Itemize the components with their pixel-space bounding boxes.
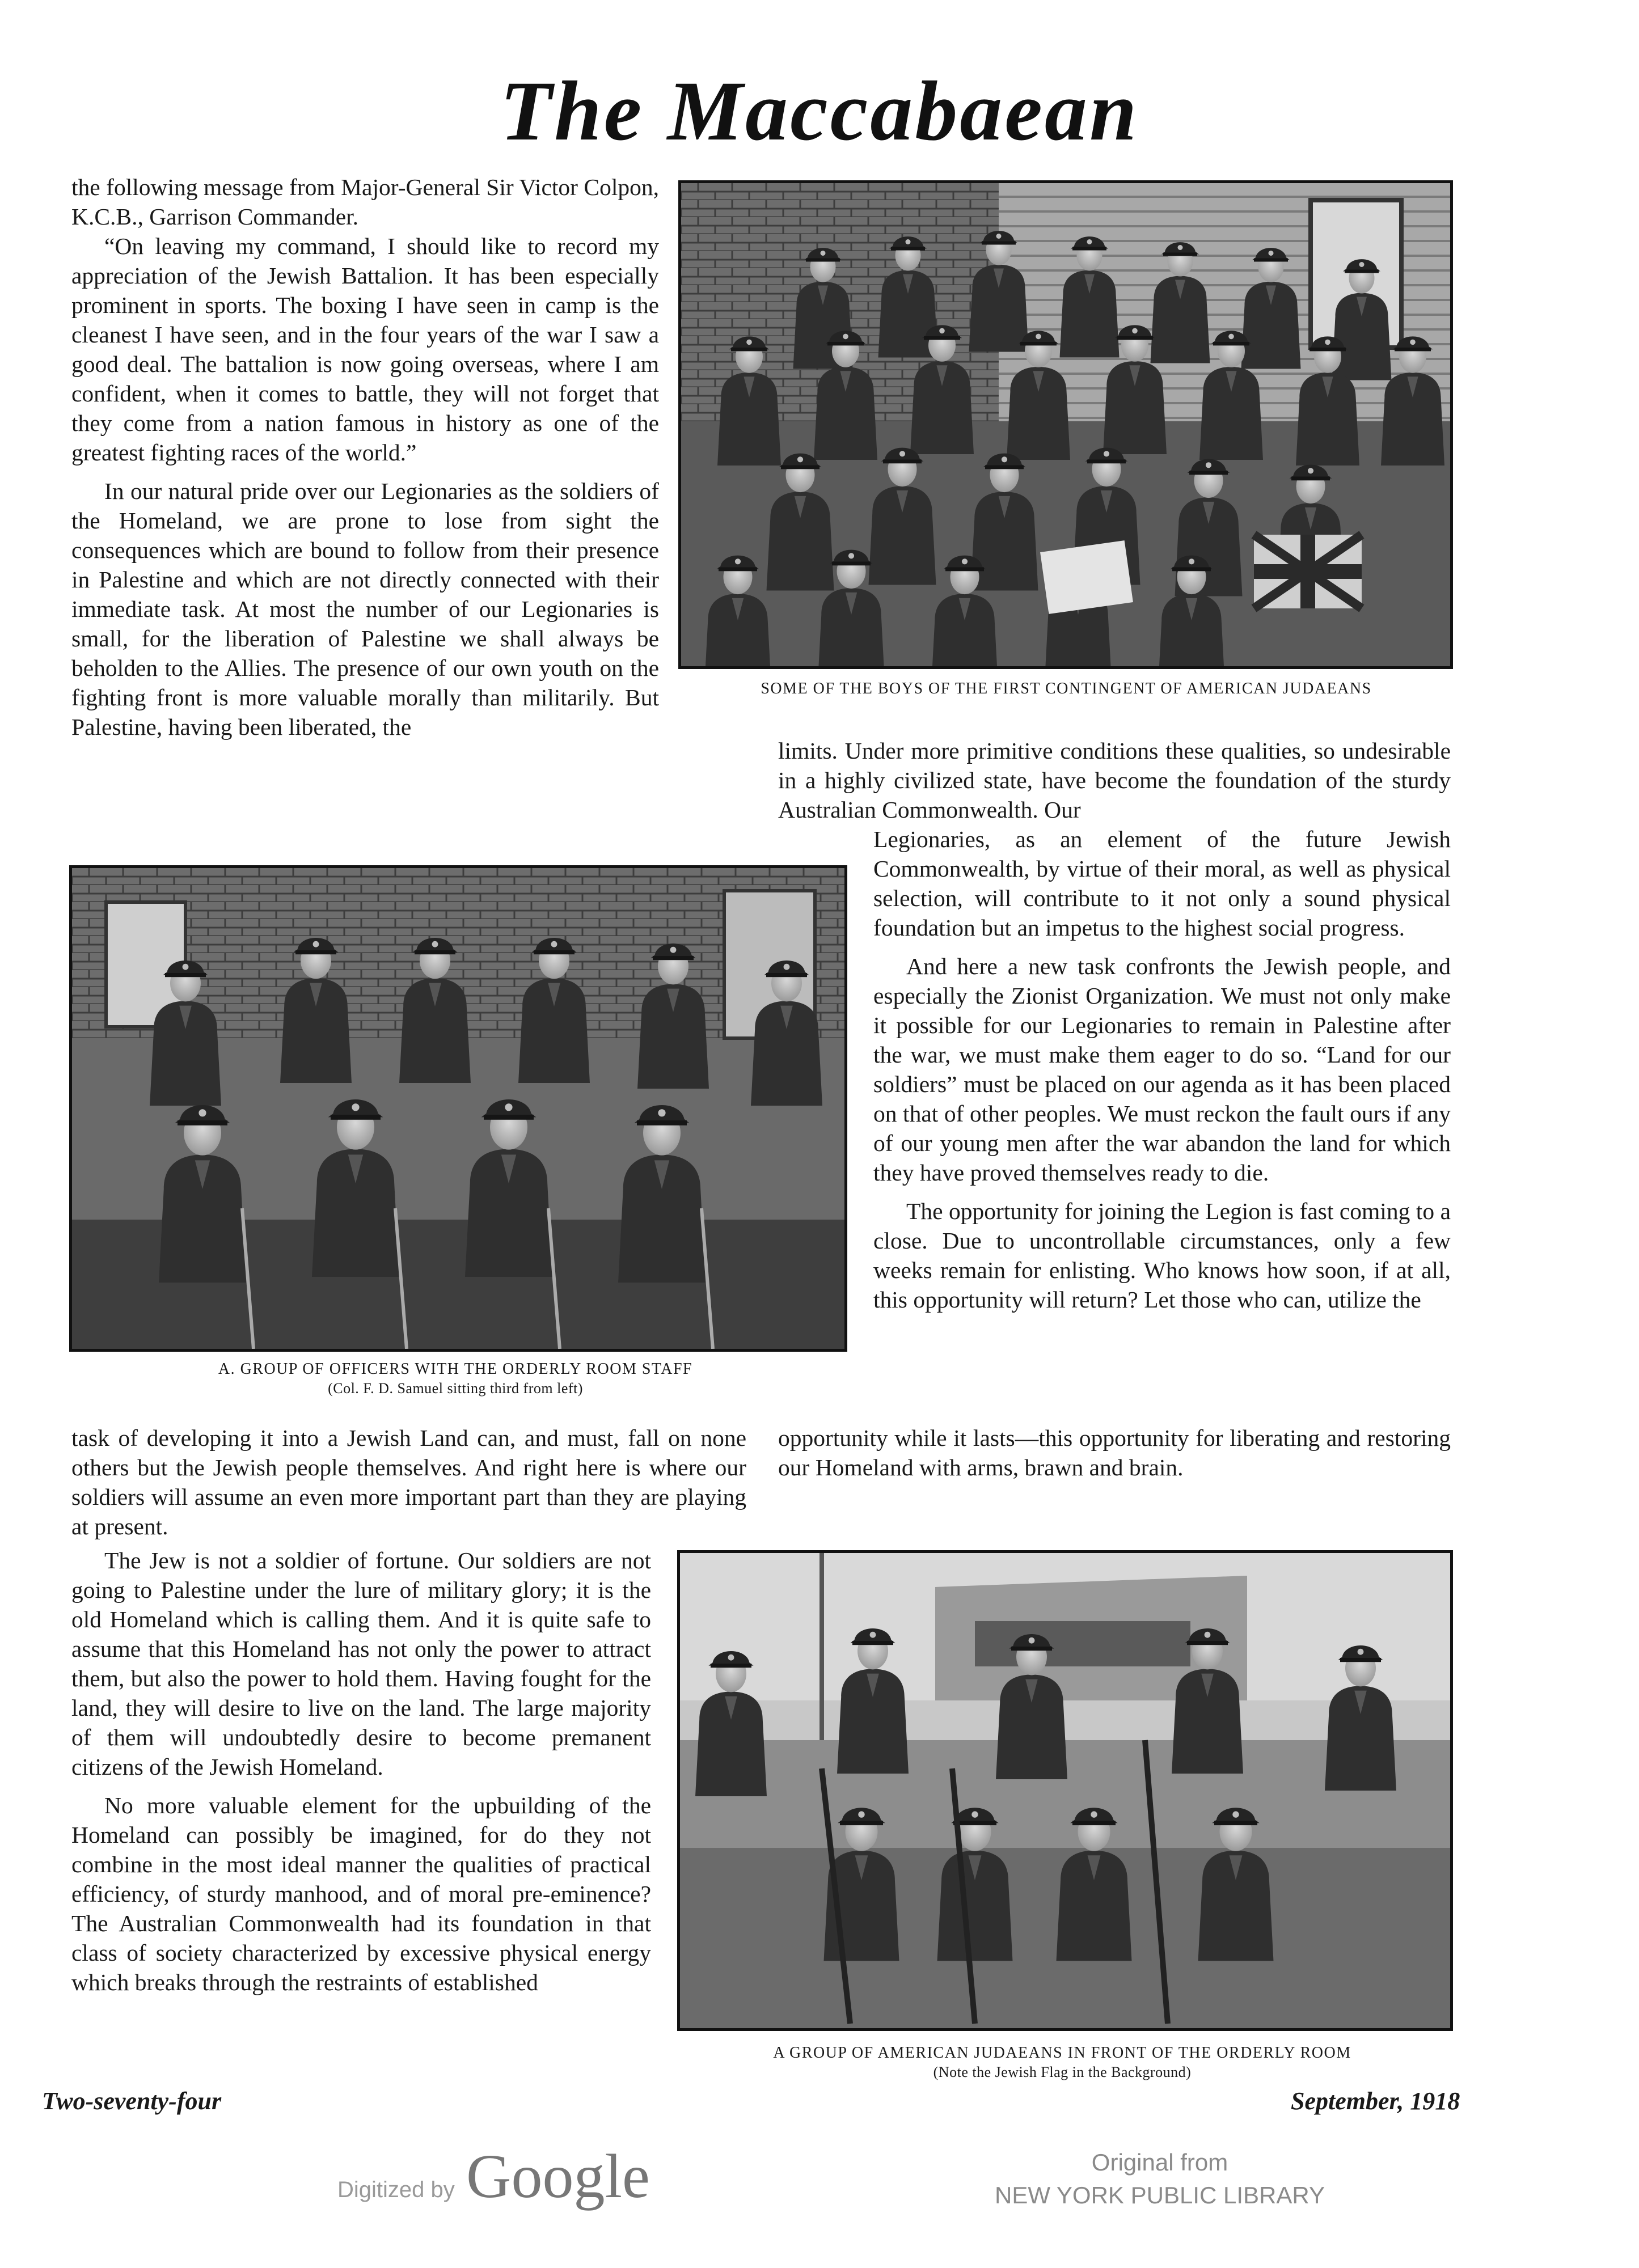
paragraph: limits. Under more primitive conditions these qualities, so undesirable in a highly civilized state, have become the foundation of the sturdy Australian Commonwealth. Our	[778, 738, 1451, 823]
original-source-line1: Original from	[1091, 2149, 1228, 2176]
paragraph: task of developing it into a Jewish Land can, and must, fall on none others but the Jewish people themselves. And right here is where our soldiers will assume an even more important part than they are playing at present.	[71, 1425, 746, 1539]
photo-first-contingent-image	[681, 183, 1450, 666]
original-source-line2: NEW YORK PUBLIC LIBRARY	[995, 2182, 1325, 2208]
paragraph: The Jew is not a soldier of fortune. Our soldiers are not going to Palestine under the lure of military glory; it is the old Homeland which is calling them. And it is quite safe to assume that this Homeland has not only the power to attract them, but also the power to hold them. Having fought for the land, they will desire to live on the land. The large majority of them will undoubtedly desire to become premanent citizens of the Jewish Homeland.	[71, 1547, 651, 1780]
left-column-bottom	[71, 1423, 746, 1541]
right-column-top-close	[778, 1423, 1451, 1482]
paragraph: Legionaries, as an element of the future Jewish Commonwealth, by virtue of their moral, as well as physical selection, will contribute to it not only a sound physical foundation but an impetus to the highest social progress.	[873, 826, 1451, 941]
photo-orderly-room	[677, 1550, 1453, 2031]
caption-orderly-room-line1: A GROUP OF AMERICAN JUDAEANS IN FRONT OF THE ORDERLY ROOM	[773, 2044, 1351, 2062]
paragraph: “On leaving my command, I should like to record my appreciation of the Jewish Battalion. It has been especially prominent in sports. The boxing I have seen in camp is the cleanest I have seen, and in the four years of the war I saw a good deal. The battalion is now going overseas, where I am confident, when it comes to battle, they will not forget that they come from a nation famous in history as one of the greatest fighting races of the world.”	[71, 233, 659, 466]
left-column-top	[71, 172, 659, 742]
masthead-title: The Maccabaean	[500, 64, 1139, 158]
photo-first-contingent	[678, 180, 1453, 669]
right-column-top	[873, 824, 1451, 1314]
right-column-top-lead	[778, 736, 1451, 824]
photo-officers-group-image	[72, 868, 844, 1349]
google-logo: Google	[466, 2142, 650, 2211]
caption-orderly-room	[664, 2043, 1461, 2082]
photo-officers-group	[69, 865, 847, 1352]
page-number-footer: Two-seventy-four	[42, 2087, 222, 2115]
original-source-note	[984, 2146, 1336, 2212]
paragraph: And here a new task confronts the Jewish people, and especially the Zionist Organization. We must not only make it possible for our Legionaries to remain in Palestine after the war, we must make them eager to do so. “Land for our soldiers” must be placed on our agenda as it has been placed on that of other peoples. We must reckon the fault ours if any of our young men after the war abandon the land for which they have proved themselves ready to die.	[873, 953, 1451, 1186]
paragraph: opportunity while it lasts—this opportunity for liberating and restoring our Homeland with arms, brawn and brain.	[778, 1425, 1451, 1480]
issue-date-footer: September, 1918	[1291, 2087, 1460, 2115]
left-column-bottom-2	[71, 1546, 651, 1997]
paragraph: The opportunity for joining the Legion is fast coming to a close. Due to uncontrollable circumstances, only a few weeks remain for enlisting. Who knows how soon, if at all, this opportunity will return? Let those who can, utilize the	[873, 1198, 1451, 1313]
caption-first-contingent	[664, 679, 1469, 699]
caption-officers-group	[69, 1360, 842, 1398]
paragraph: No more valuable element for the upbuilding of the Homeland can possibly be imagined, for do they not combine in the most ideal manner the qualities of practical efficiency, of sturdy manhood, and of moral pre-eminence? The Australian Commonwealth had its foundation in that class of society characterized by excessive physical energy which breaks through the restraints of established	[71, 1792, 651, 1995]
caption-officers-group-line2: (Col. F. D. Samuel sitting third from left)	[328, 1380, 583, 1397]
digitized-by-label: Digitized by	[337, 2177, 455, 2202]
paragraph: the following message from Major-General Sir Victor Colpon, K.C.B., Garrison Commander.	[71, 174, 659, 230]
photo-orderly-room-image	[680, 1553, 1450, 2028]
caption-orderly-room-line2: (Note the Jewish Flag in the Background)	[933, 2064, 1192, 2080]
caption-first-contingent-text: SOME OF THE BOYS OF THE FIRST CONTINGENT OF AMERICAN JUDAEANS	[761, 680, 1372, 697]
caption-officers-group-line1: A. GROUP OF OFFICERS WITH THE ORDERLY ROOM STAFF	[218, 1360, 693, 1378]
paragraph: In our natural pride over our Legionaries as the soldiers of the Homeland, we are prone to lose from sight the consequences which are bound to follow from their presence in Palestine and which are not directly connected with their immediate task. At most the number of our Legionaries is small, for the liberation of Palestine we shall always be beholden to the Allies. The presence of our own youth on the fighting front is more valuable morally than militarily. But Palestine, having been liberated, the	[71, 478, 659, 740]
